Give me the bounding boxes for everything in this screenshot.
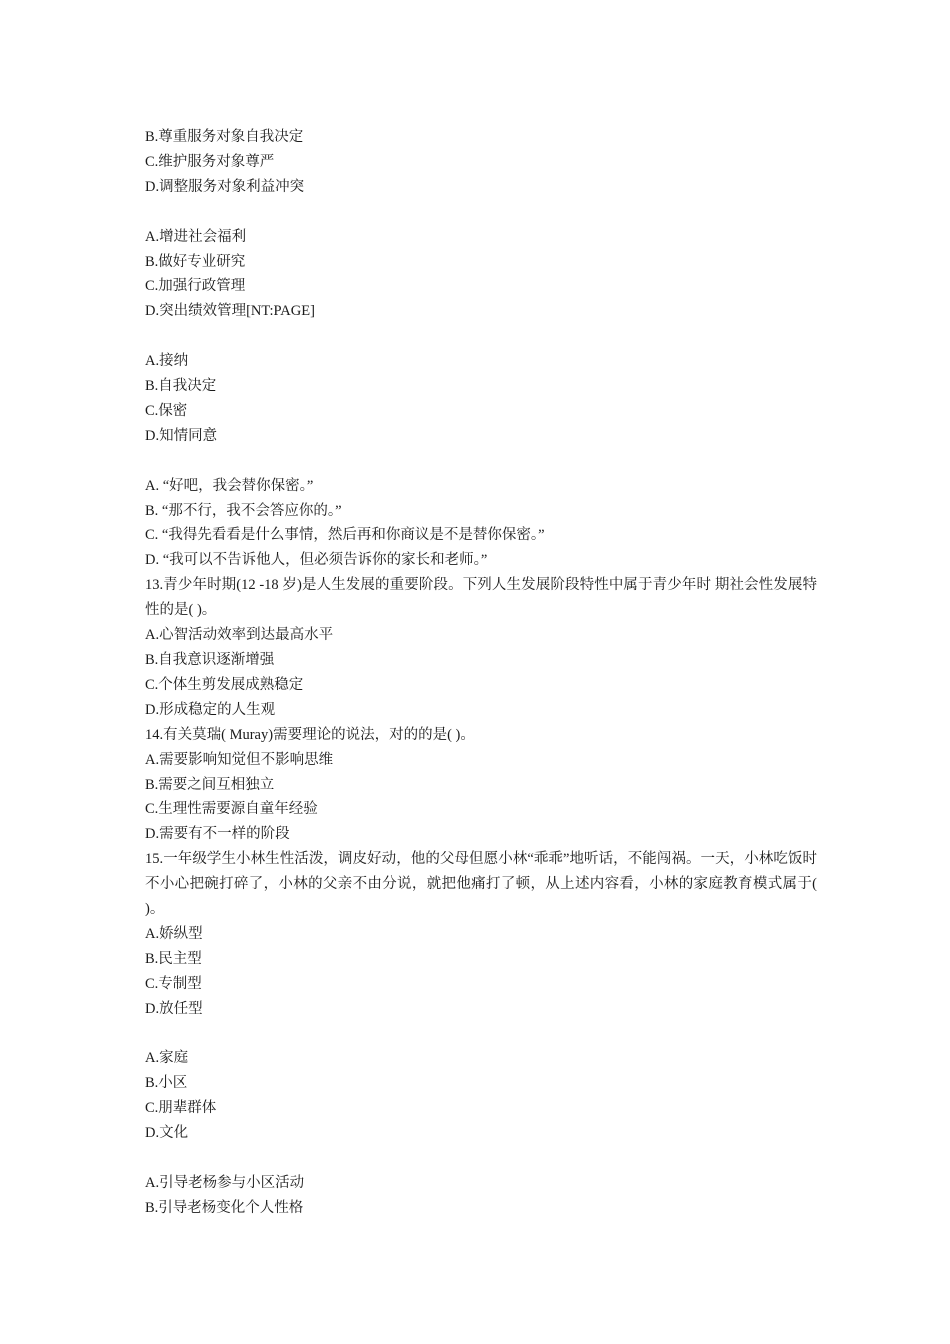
- answer-option: A.接纳: [145, 353, 189, 370]
- blank-line: [145, 200, 817, 225]
- answer-option: B.尊重服务对象自我决定: [145, 129, 304, 145]
- answer-option: B.民主型: [145, 950, 202, 967]
- answer-option: C.朋辈群体: [145, 1100, 217, 1117]
- answer-option: C. “我得先看看是什么事情，然后再和你商议是不是替你保密。”: [145, 527, 545, 544]
- question-text: 14.有关莫瑞( Muray)需要理论的说法，对的的是( )。: [145, 726, 475, 743]
- answer-option: C.加强行政管理: [145, 278, 246, 295]
- answer-option: B. “那不行，我不会答应你的。”: [145, 502, 342, 519]
- answer-option: C.个体生剪发展成熟稳定: [145, 676, 304, 693]
- answer-option: B.引导老杨变化个人性格: [145, 1199, 304, 1216]
- blank-line: [145, 1146, 817, 1171]
- answer-option: B.自我决定: [145, 378, 217, 395]
- answer-option: C.生理性需要源自童年经验: [145, 801, 318, 818]
- question-text: 15.一年级学生小林生性活泼，调皮好动，他的父母但愿小林“乖乖”地听话，不能闯祸。一天，小林吃饭时不小心把碗打碎了，小林的父亲不由分说，就把他痛打了顿，从上述内容看，小林的家庭教育模式属于( )。: [145, 851, 817, 918]
- answer-option: A.心智活动效率到达最高水平: [145, 627, 334, 644]
- answer-option: D.知情同意: [145, 427, 218, 444]
- blank-line: [145, 449, 817, 474]
- answer-option: A.娇纵型: [145, 925, 203, 942]
- answer-option: A.家庭: [145, 1050, 189, 1067]
- answer-option: A.需要影响知觉但不影响思维: [145, 751, 334, 768]
- answer-option: B.做好专业研究: [145, 253, 246, 270]
- answer-option: C.维护服务对象尊严: [145, 153, 275, 170]
- answer-option: D.放任型: [145, 1000, 203, 1017]
- blank-line: [145, 1022, 817, 1047]
- answer-option: D. “我可以不告诉他人，但必须告诉你的家长和老师。”: [145, 552, 488, 569]
- answer-option: A.引导老杨参与小区活动: [145, 1174, 305, 1191]
- answer-option: B.小区: [145, 1075, 188, 1092]
- document-body: [145, 125, 817, 1221]
- blank-line: [145, 324, 817, 349]
- question-text: 13.青少年时期(12 -18 岁)是人生发展的重要阶段。下列人生发展阶段特性中属于青少年时 期社会性发展特性的是( )。: [145, 577, 817, 619]
- answer-option: D.需要有不一样的阶段: [145, 826, 290, 843]
- answer-option: D.调整服务对象利益冲突: [145, 178, 305, 195]
- answer-option: A.增进社会福利: [145, 228, 247, 245]
- answer-option: A. “好吧，我会替你保密。”: [145, 477, 314, 494]
- answer-option: B.自我意识逐渐增强: [145, 651, 275, 668]
- answer-option: C.专制型: [145, 975, 202, 992]
- answer-option: D.突出绩效管理[NT:PAGE]: [145, 303, 315, 320]
- answer-option: D.形成稳定的人生观: [145, 701, 276, 718]
- answer-option: D.文化: [145, 1125, 189, 1142]
- answer-option: B.需要之间互相独立: [145, 776, 275, 793]
- answer-option: C.保密: [145, 402, 188, 419]
